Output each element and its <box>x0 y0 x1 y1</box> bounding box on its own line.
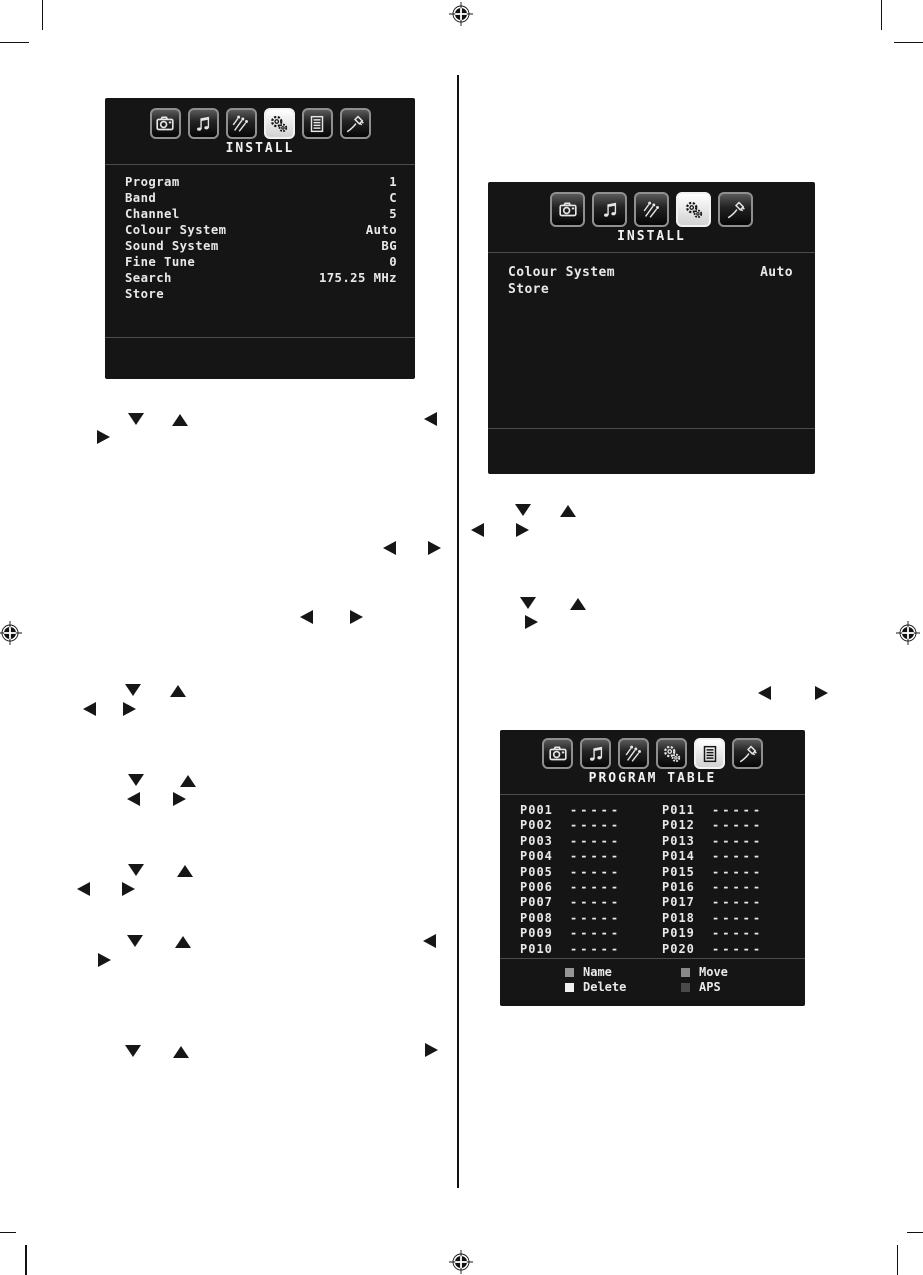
program-table-body <box>500 795 805 958</box>
arrow-up-icon <box>173 1046 189 1058</box>
arrow-down-icon <box>128 774 144 786</box>
program-number: P007 <box>520 895 553 910</box>
arrow-right-icon <box>428 541 441 555</box>
registration-mark-icon <box>896 621 920 645</box>
osd-footer <box>105 337 415 379</box>
arrow-down-icon <box>520 597 536 609</box>
sound-menu-icon <box>188 108 219 139</box>
menu-item-row <box>125 270 397 286</box>
menu-item-label: Colour System <box>508 265 615 280</box>
program-row <box>520 926 662 941</box>
program-name: ----- <box>712 910 764 925</box>
program-row <box>520 849 662 864</box>
menu-item-value: Auto <box>760 265 793 280</box>
program-row <box>520 865 662 880</box>
program-number: P014 <box>662 849 695 864</box>
program-name: ----- <box>712 879 764 894</box>
legend-label: Delete <box>583 980 627 994</box>
program-name: ----- <box>712 895 764 910</box>
arrow-down-icon <box>127 935 143 947</box>
program-row <box>662 926 804 941</box>
arrow-right-icon <box>516 523 529 537</box>
osd-footer <box>488 428 815 474</box>
osd-header <box>488 182 815 253</box>
program-row <box>662 803 804 818</box>
sound-menu-icon <box>592 192 627 227</box>
legend-label: Move <box>699 965 728 979</box>
program-name: ----- <box>570 864 622 879</box>
arrow-left-icon <box>83 702 96 716</box>
arrow-right-icon <box>173 792 186 806</box>
program-name: ----- <box>712 941 764 956</box>
menu-item-row <box>125 206 397 222</box>
program-row <box>662 834 804 849</box>
program-name: ----- <box>570 879 622 894</box>
arrow-down-icon <box>128 413 144 425</box>
program-name: ----- <box>570 895 622 910</box>
program-number: P008 <box>520 910 553 925</box>
program-row <box>520 818 662 833</box>
program-number: P002 <box>520 818 553 833</box>
color-key-square <box>681 968 690 977</box>
install-menu-screenshot <box>105 98 415 379</box>
arrow-right-icon <box>122 882 135 896</box>
arrow-up-icon <box>560 505 576 517</box>
program-number: P017 <box>662 895 695 910</box>
menu-item-label: Search <box>125 271 172 285</box>
arrow-down-icon <box>125 684 141 696</box>
menu-item-value: C <box>389 191 397 205</box>
program-name: ----- <box>712 926 764 941</box>
program-row <box>662 818 804 833</box>
menu-item-row <box>508 265 793 282</box>
legend-item <box>681 966 805 978</box>
registration-mark-icon <box>0 621 22 645</box>
arrow-left-icon <box>77 882 90 896</box>
feature-menu-icon <box>226 108 257 139</box>
install-av-menu-screenshot <box>488 182 815 474</box>
program-number: P013 <box>662 833 695 848</box>
install-menu-icon <box>656 738 687 769</box>
color-key-square <box>681 983 690 992</box>
program-row <box>520 942 662 957</box>
program-row <box>662 865 804 880</box>
arrow-right-icon <box>350 610 363 624</box>
menu-item-label: Program <box>125 175 180 189</box>
trim-mark <box>0 42 29 44</box>
trim-mark <box>897 1245 899 1275</box>
arrow-left-icon <box>127 792 140 806</box>
program-row <box>662 942 804 957</box>
legend-label: Name <box>583 965 612 979</box>
trim-mark <box>25 1245 27 1275</box>
program-row <box>662 880 804 895</box>
menu-item-row <box>125 286 397 302</box>
color-key-square <box>565 983 574 992</box>
program-number: P016 <box>662 879 695 894</box>
osd-header <box>500 730 805 795</box>
program-name: ----- <box>712 864 764 879</box>
program-number: P009 <box>520 926 553 941</box>
menu-item-label: Store <box>125 287 165 301</box>
program-name: ----- <box>570 941 622 956</box>
program-name: ----- <box>570 910 622 925</box>
arrow-left-icon <box>300 610 313 624</box>
install-menu-icon <box>264 108 295 139</box>
trim-mark <box>894 42 923 44</box>
menu-item-value: 175.25 MHz <box>318 271 397 285</box>
feature-menu-icon <box>618 738 649 769</box>
program-number: P015 <box>662 864 695 879</box>
program-name: ----- <box>712 849 764 864</box>
menu-item-label: Sound System <box>125 239 219 253</box>
menu-item-value: BG <box>381 239 397 253</box>
arrow-right-icon <box>98 953 111 967</box>
menu-icon-row <box>500 738 805 769</box>
source-menu-icon <box>340 108 371 139</box>
menu-item-row <box>125 254 397 270</box>
menu-item-row <box>125 174 397 190</box>
menu-item-label: Fine Tune <box>125 255 196 269</box>
legend-item <box>565 966 681 978</box>
program-row <box>662 849 804 864</box>
program-name: ----- <box>570 803 622 817</box>
menu-icon-row <box>488 192 815 227</box>
menu-item-label: Channel <box>125 207 180 221</box>
legend-item <box>681 981 805 993</box>
program-table-legend <box>500 958 805 1006</box>
arrow-up-icon <box>570 598 586 610</box>
trim-mark <box>0 1232 16 1234</box>
arrow-right-icon <box>525 615 538 629</box>
program-row <box>662 895 804 910</box>
trim-mark <box>907 1232 923 1234</box>
menu-item-label: Store <box>508 281 550 297</box>
menu-item-label: Band <box>125 191 157 205</box>
program-name: ----- <box>712 803 764 817</box>
arrow-right-icon <box>123 702 136 716</box>
program-row <box>520 895 662 910</box>
legend-label: APS <box>699 980 721 994</box>
program-name: ----- <box>570 849 622 864</box>
menu-item-value: Auto <box>365 223 397 237</box>
menu-body <box>488 253 815 428</box>
arrow-down-icon <box>125 1045 141 1057</box>
picture-menu-icon <box>150 108 181 139</box>
program-number: P018 <box>662 910 695 925</box>
program-name: ----- <box>570 818 622 833</box>
arrow-down-icon <box>515 504 531 516</box>
menu-item-row <box>125 190 397 206</box>
osd-header <box>105 98 415 165</box>
arrow-up-icon <box>170 685 186 697</box>
program-number: P010 <box>520 941 553 956</box>
menu-icon-row <box>105 108 415 139</box>
menu-body <box>105 165 415 337</box>
program-row <box>520 834 662 849</box>
menu-item-row <box>125 238 397 254</box>
arrow-left-icon <box>423 934 436 948</box>
registration-mark-icon <box>449 1250 473 1274</box>
program-table-menu-icon <box>302 108 333 139</box>
arrow-left-icon <box>424 412 437 426</box>
picture-menu-icon <box>542 738 573 769</box>
program-row <box>662 911 804 926</box>
program-row <box>520 911 662 926</box>
picture-menu-icon <box>550 192 585 227</box>
source-menu-icon <box>718 192 753 227</box>
arrow-up-icon <box>180 775 196 787</box>
source-menu-icon <box>732 738 763 769</box>
program-number: P003 <box>520 833 553 848</box>
feature-menu-icon <box>634 192 669 227</box>
program-name: ----- <box>712 818 764 833</box>
program-number: P004 <box>520 849 553 864</box>
menu-item-row <box>125 222 397 238</box>
menu-item-value: 0 <box>389 255 397 269</box>
trim-mark <box>881 0 883 30</box>
menu-item-label: Colour System <box>125 223 227 237</box>
program-number: P020 <box>662 941 695 956</box>
menu-item-value: 5 <box>389 207 397 221</box>
program-name: ----- <box>712 833 764 848</box>
arrow-left-icon <box>758 686 771 700</box>
program-name: ----- <box>570 926 622 941</box>
arrow-up-icon <box>175 936 191 948</box>
arrow-left-icon <box>383 541 396 555</box>
arrow-right-icon <box>97 430 110 444</box>
program-number: P019 <box>662 926 695 941</box>
sound-menu-icon <box>580 738 611 769</box>
program-number: P001 <box>520 803 553 817</box>
arrow-right-icon <box>425 1043 438 1057</box>
arrow-down-icon <box>128 864 144 876</box>
arrow-right-icon <box>815 686 828 700</box>
program-name: ----- <box>570 833 622 848</box>
program-row <box>520 803 662 818</box>
trim-mark <box>42 0 44 30</box>
program-row <box>520 880 662 895</box>
registration-mark-icon <box>449 2 473 26</box>
menu-title: PROGRAM TABLE <box>588 771 717 786</box>
column-divider <box>457 75 459 1188</box>
arrow-left-icon <box>471 523 484 537</box>
color-key-square <box>565 968 574 977</box>
legend-item <box>565 981 681 993</box>
arrow-up-icon <box>177 865 193 877</box>
program-number: P005 <box>520 864 553 879</box>
program-table-screenshot <box>500 730 805 1006</box>
arrow-up-icon <box>172 414 188 426</box>
program-number: P006 <box>520 879 553 894</box>
program-table-menu-icon <box>694 738 725 769</box>
menu-title: INSTALL <box>225 141 295 156</box>
menu-title: INSTALL <box>617 229 686 244</box>
program-number: P011 <box>662 803 695 817</box>
install-menu-icon <box>676 192 711 227</box>
program-number: P012 <box>662 818 695 833</box>
menu-item-row <box>508 282 793 299</box>
menu-item-value: 1 <box>389 175 397 189</box>
